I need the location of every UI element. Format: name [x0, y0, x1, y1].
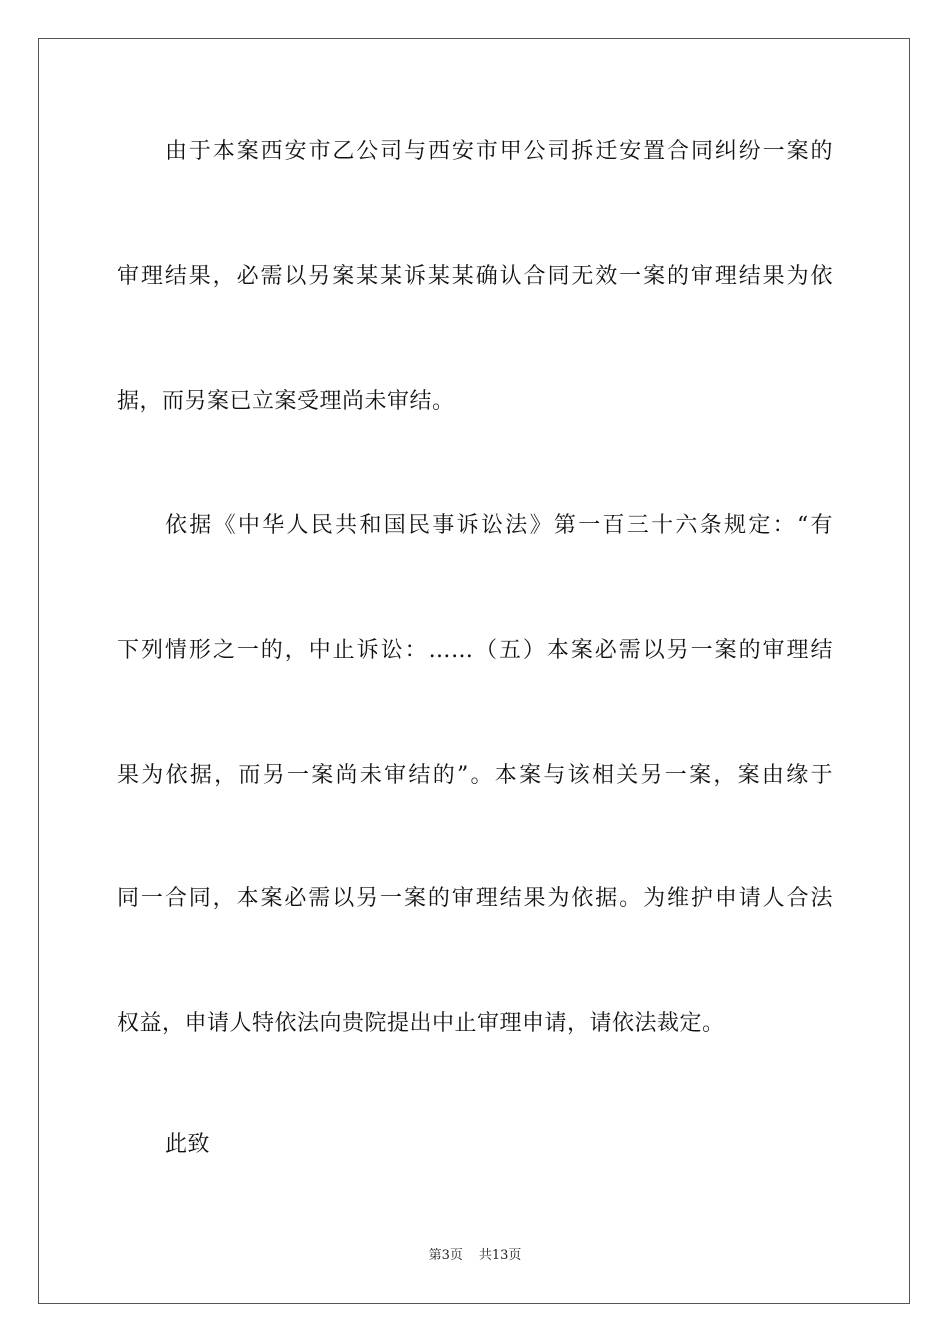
paragraph-1-line-1: 由于本案西安市乙公司与西安市甲公司拆迁安置合同纠纷一案的	[165, 139, 833, 164]
page-footer	[0, 1247, 950, 1265]
page-number-total: 共13页	[478, 1248, 522, 1263]
page-number-current: 第3页	[428, 1248, 463, 1263]
page-border	[38, 38, 910, 1304]
paragraph-2-line-2: 下列情形之一的，中止诉讼：……（五）本案必需以另一案的审理结	[117, 638, 833, 663]
paragraph-2-line-3: 果为依据，而另一案尚未审结的”。本案与该相关另一案，案由缘于	[117, 763, 833, 788]
paragraph-2-line-1: 依据《中华人民共和国民事诉讼法》第一百三十六条规定：“有	[165, 513, 833, 538]
paragraph-1-line-2: 审理结果，必需以另案某某诉某某确认合同无效一案的审理结果为依	[117, 264, 833, 289]
paragraph-1-line-3: 据，而另案已立案受理尚未审结。	[117, 389, 455, 414]
paragraph-2-line-5: 权益，申请人特依法向贵院提出中止审理申请，请依法裁定。	[117, 1011, 725, 1036]
paragraph-2-line-4: 同一合同，本案必需以另一案的审理结果为依据。为维护申请人合法	[117, 886, 833, 911]
closing-salutation: 此致	[165, 1132, 211, 1157]
